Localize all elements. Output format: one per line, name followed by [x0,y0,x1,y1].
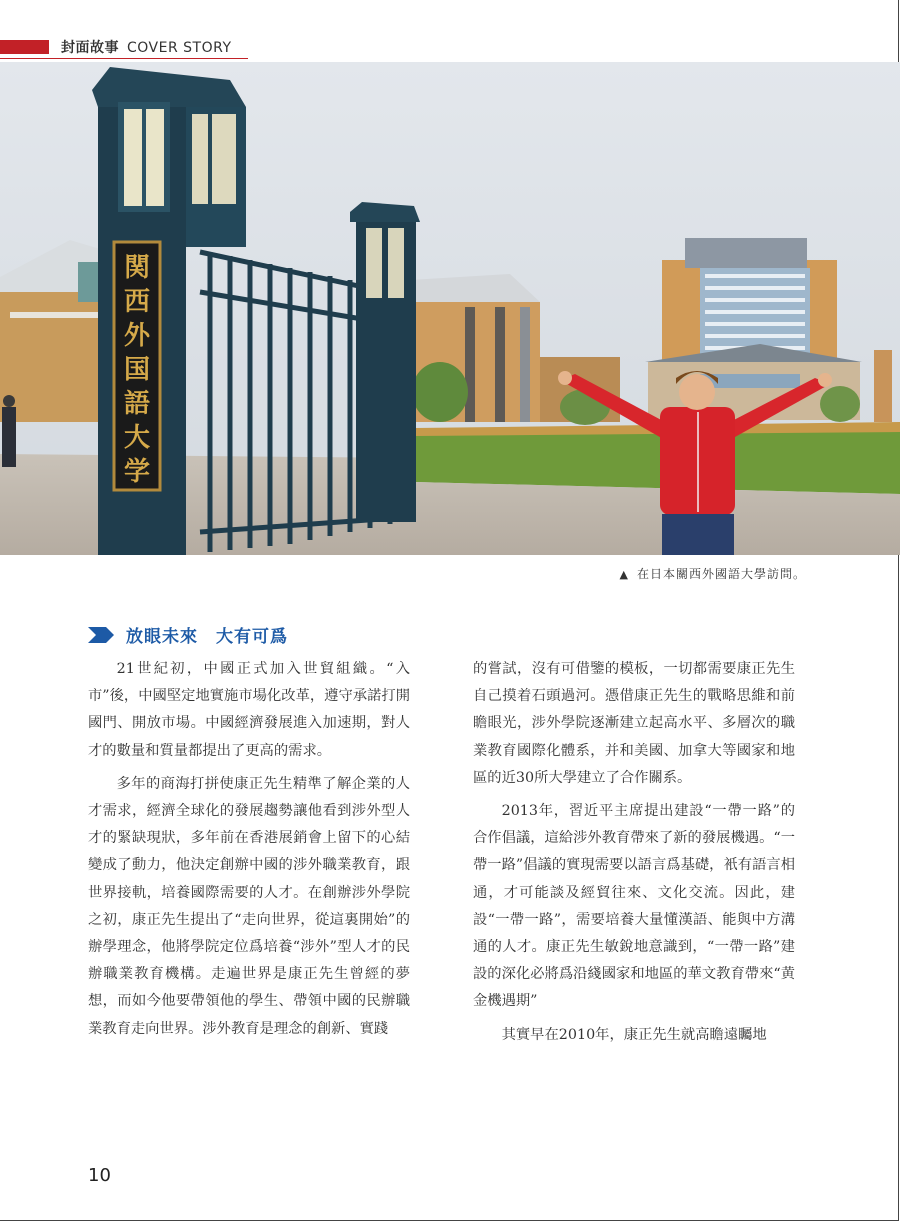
sign-character: 国 [123,355,151,385]
cover-photo [0,62,900,555]
paragraph: 其實早在2010年，康正先生就高瞻遠矚地 [501,1026,767,1043]
paragraph-continuation: 的嘗試，沒有可借鑒的模板，一切都需要康正先生自己摸着石頭過河。憑借康正先生的戰略思維和前瞻眼光，涉外學院逐漸建立起高水平、多層次的職業教育國際化體系，并和美國、加拿大等國家和地區的近30所大學建立了合作關系。 [473,661,795,786]
sign-character: 西 [123,287,151,317]
text-column-left [88,656,410,1049]
paragraph: 21世紀初，中國正式加入世貿組織。“入市”後，中國堅定地實施市場化改革，遵守承諾打開國門、開放市場。中國經濟發展進入加速期，對人才的數量和質量都提出了更高的需求。 [88,661,410,759]
page-number: 10 [88,1165,111,1186]
chevron-arrow-icon [88,627,114,643]
article-subheading [88,622,288,647]
section-title-en: COVER STORY [127,40,232,56]
paragraph: 多年的商海打拼使康正先生精準了解企業的人才需求，經濟全球化的發展趨勢讓他看到涉外型人才的緊缺現狀，多年前在香港展銷會上留下的心結變成了動力，他決定創辦中國的涉外職業教育，跟世界接軌，培養國際需要的人才。在創辦涉外學院之初，康正先生提出了“走向世界，從這裏開始”的辦學理念，他將學院定位爲培養“涉外”型人才的民辦職業教育機構。走遍世界是康正先生曾經的夢想，而如今他要帶領他的學生、帶領中國的民辦職業教育走向世界。涉外教育是理念的創新、實踐 [88,775,410,1037]
tree [412,362,468,422]
text-column-right [473,656,795,1055]
university-sign [124,253,151,487]
sign-character: 語 [123,389,151,419]
subheading-text: 放眼未來 大有可爲 [126,627,288,647]
photo-caption [620,565,806,582]
caption-marker: ▲ [619,568,629,581]
section-title [61,37,232,57]
paragraph: 2013年，習近平主席提出建設“一帶一路”的合作倡議，這給涉外教育帶來了新的發展機遇。“一帶一路”倡議的實現需要以語言爲基礎，衹有語言相通，才可能談及經貿往來、文化交流。因此，建設“一帶一路”，需要培養大量懂漢語、能與中方溝通的人才。康正先生敏銳地意識到，“一帶一路”建設的深化必將爲沿綫國家和地區的華文教育帶來“黄金機遇期” [473,803,795,1010]
sign-character: 外 [123,321,151,351]
section-accent-bar [0,40,49,54]
sign-character: 関 [123,253,151,283]
section-label [0,38,232,56]
caption-text: 在日本關西外國語大學訪問。 [636,567,806,581]
section-rule [0,58,248,59]
sign-character: 学 [123,457,151,487]
section-title-zh: 封面故事 [61,40,119,56]
gate-pillar-right [356,212,416,522]
campus-gate-illustration [0,62,900,555]
sign-character: 大 [123,423,151,453]
